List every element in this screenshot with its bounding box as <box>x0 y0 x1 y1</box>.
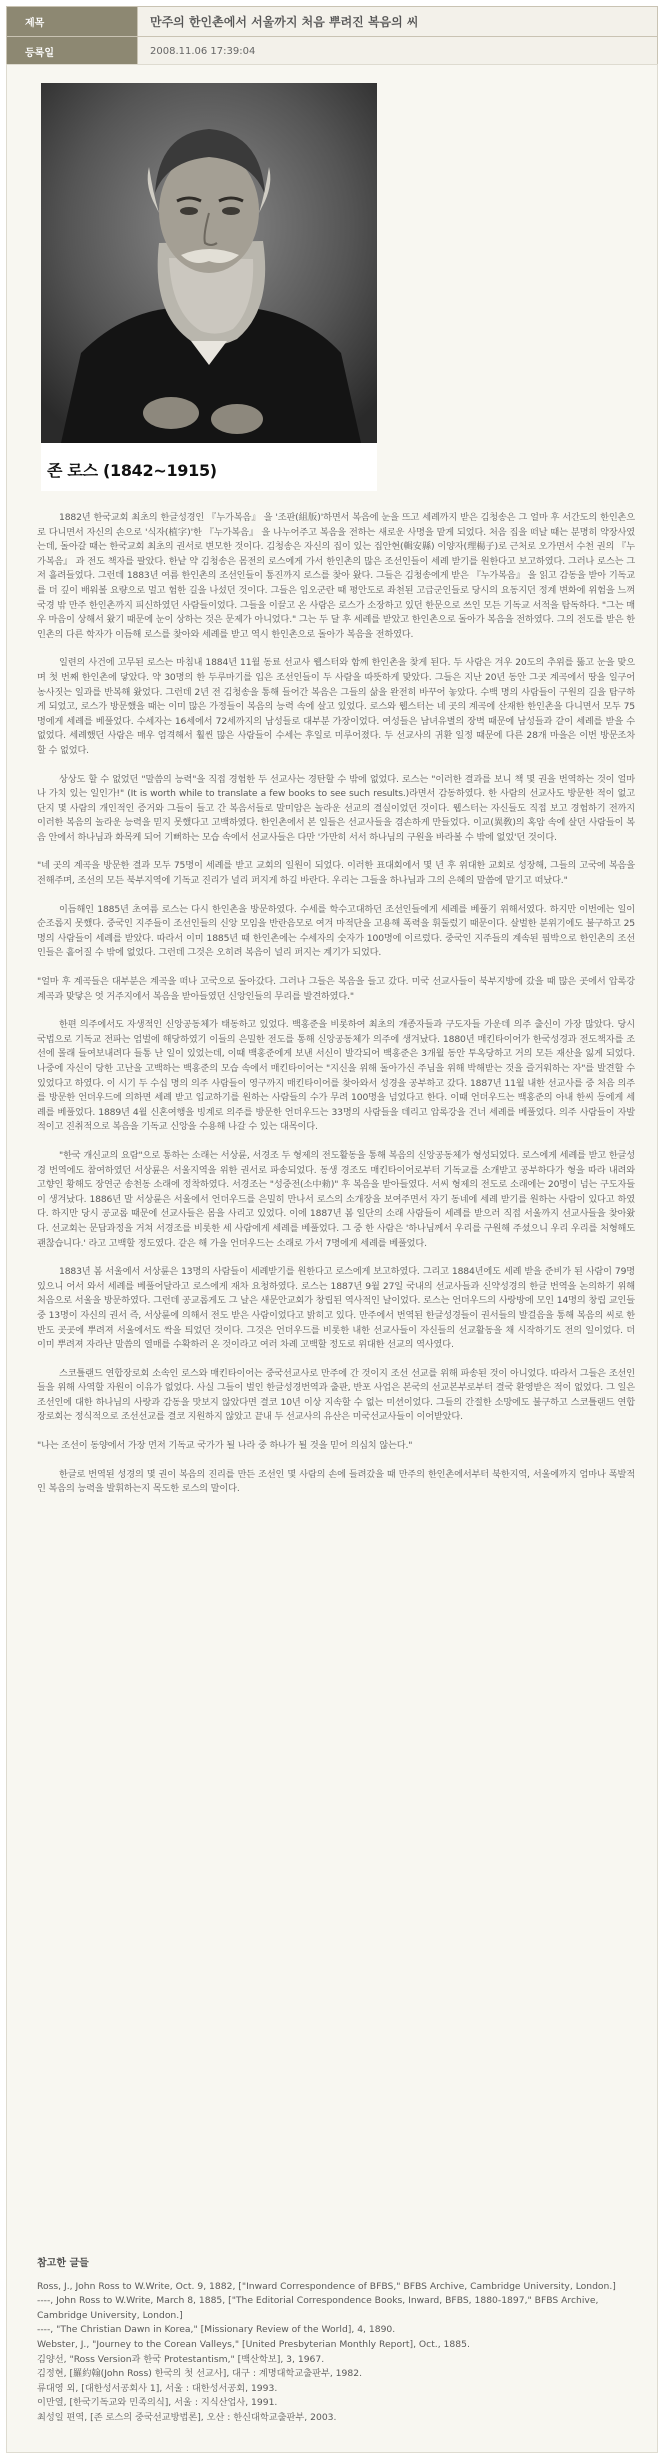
post-title: 만주의 한인촌에서 서울까지 처음 뿌려진 복음의 씨 <box>150 15 419 29</box>
quote-paragraph: "얼마 후 계곡들은 대부분은 계곡을 떠나 고국으로 돌아갔다. 그러나 그들은 복음을 들고 갔다. 미국 선교사들이 북부지방에 갔을 때 많은 곳에서 압록강 계곡과 맞닿은 엇 거주지에서 복음을 받아들였던 신앙인들의 무리를 발견하였다." <box>37 976 635 1002</box>
paragraph: 한글로 번역된 성경의 몇 권이 복음의 진리를 만든 조선인 몇 사람의 손에 들려갔을 때 만주의 한인촌에서부터 북한지역, 서울에까지 엄마나 폭발적인 복음의 능력을 발휘하는지 목도한 로스의 말이다. <box>37 1468 635 1495</box>
portrait-caption: 존 로스 (1842~1915) <box>47 461 217 480</box>
date-label: 등록일 <box>7 37 137 66</box>
portrait-image <box>41 83 377 491</box>
title-cell <box>137 7 657 36</box>
references-list <box>37 2280 635 2426</box>
paragraph: "한국 개신교의 요람"으로 통하는 소래는 서상륜, 서경조 두 형제의 전도활동을 통해 복음의 신앙공동체가 형성되었다. 로스에게 세례를 받고 한글성경 번역에도 참여하였던 서상륜은 서울지역을 위한 권서로 파송되었다. 동생 경조도 매킨타이어로부터 기독교를 소개받고 공부하다가 형을 따라 내려와 고향인 황해도 장연군 송천동 소래에 정착하였다. 서경조는 "성중전(소中勑)" 후 복음을 받아들였다. 서씨 형제의 전도로 소래에는 20명이 넘는 구도자들이 생겨났다. 1886년 말 서상륜은 서울에서 언더우드를 은밀히 만나서 로스의 소개장을 보여주면서 자기 동네에 세례 받기를 원하는 사람이 있다고 하였다. 하지만 당시 공교롭 때문에 선교사들은 몸을 사리고 있었다. 이에 1887년 봄 일단의 소래 사람들이 세례를 받으러 직접 서울까지 선교사들을 찾아왔다. 선교회는 문답과정을 거쳐 서경조를 비롯한 세 사람에게 세례를 베풀었다. 그 중 한 사람은 '하나님께서 우리를 구원해 주셨으니 우리 우리를 처형해도 괜찮습니다.' 라고 고백할 정도였다. 같은 해 가을 언더우드는 소래로 가서 7명에게 세례를 베풀었다. <box>37 1149 635 1249</box>
reference-item: ----, "The Christian Dawn in Korea," [Missionary Review of the World], 4, 1890. <box>37 2324 396 2336</box>
post-date: 2008.11.06 17:39:04 <box>150 46 256 57</box>
date-cell <box>137 37 657 66</box>
reference-item: Webster, J., "Journey to the Corean Valleys," [United Presbyterian Monthly Report], Oct., 1885. <box>37 2338 470 2350</box>
paragraph: 상상도 할 수 없었던 "말씀의 능력"을 직접 경험한 두 선교사는 경탄할 수 밖에 없었다. 로스는 "이러한 결과를 보니 책 몇 권을 번역하는 것이 얼마나 가치 있는 일인가!" (It is worth while to translate a few books to see such results.)라면서 감동하였다. 한 사람의 선교사도 방문한 적이 없고 단지 몇 사람의 개인적인 증거와 그들이 들고 간 복음서들로 말미암은 놀라운 선교의 결실이었던 것이다. 웹스터는 자신들도 직접 보고 경험하기 전까지 이러한 복음의 놀라운 능력을 믿지 못했다고 고백하였다. 한인촌에서 본 일들은 선교사들을 겸손하게 만들었다. 이교(異敎)의 혹암 속에 살던 사람들이 복음 안에서 하나님과 화목케 되어 기뻐하는 모습 속에서 선교사들은 다만 '가만히 서서 하나님의 구원을 바라볼 수 밖에 없었'던 것이다. <box>37 773 635 843</box>
paragraph: 스코틀랜드 연합장로회 소속인 로스와 매킨타이어는 중국선교사로 만주에 간 것이지 조선 선교를 위해 파송된 것이 아니었다. 따라서 그들은 조선인들을 위해 사역할 자원이 이유가 없었다. 사실 그들이 벌인 한글성경번역과 출판, 반포 사업은 본국의 선교본부로부터 결국 환영받은 적이 없었다. 그 일은 조선인에 대한 하나님의 사랑과 감동을 맛보지 않았다면 결코 10년 이상 지속할 수 없는 미션이었다. 그들의 간절한 소망에도 불구하고 스코틀랜드 연합장로회는 정식적으로 조선선교를 결코 지원하지 않았고 끝내 두 선교사의 유산은 미국선교사들이 이어받았다. <box>37 1367 635 1423</box>
reference-item: 류대영 외, [대한성서공회사 1], 서울 : 대한성서공회, 1993. <box>37 2382 278 2394</box>
quote-paragraph: "나는 조선이 동양에서 가장 먼저 기독교 국가가 될 나라 중 하나가 될 것을 믿어 의심치 않는다." <box>37 1440 413 1452</box>
date-row <box>7 37 657 66</box>
title-label: 제목 <box>7 7 137 36</box>
reference-item: Ross, J., John Ross to W.Write, Oct. 9, 1882, ["Inward Correspondence of BFBS," BFBS Archive, Cambridge University, London.] <box>37 2280 616 2292</box>
reference-item: 최성일 편역, [존 로스의 중국선교방법론], 오산 : 한신대학교출판부, 2003. <box>37 2411 337 2423</box>
references-heading: 참고한 글들 <box>37 2258 89 2269</box>
paragraph: 1882년 한국교회 최초의 한글성경인 『누가복음』 을 '조판(組版)'하면서 복음에 눈을 뜨고 세례까지 받은 김청송은 그 얼마 후 서간도의 한인촌으로 다니면서 자신의 손으로 '식자(植字)'한 『누가복음』 을 나누어주고 복음을 전하는 새로운 사명을 맡게 되었다. 처음 집을 떠날 때는 분명히 약장사였는데, 돌아갈 때는 한국교회 최초의 권서로 변모한 것이다. 김청송은 자신의 집이 있는 집안현(輯安縣) 이양자(理楊子)로 근처로 오가면서 수천 권의 『누가복음』 과 전도 책자를 팔았다. 한낱 약 김청송은 몸전의 로스에게 가서 한인촌의 많은 조선인들이 세례 받기를 원한다고 보고하였다. 그러나 로스는 그저 흘려들었다. 그런데 1883년 여름 한인촌의 조선인들이 통진까지 로스를 찾아 왔다. 그들은 김청송에게 받은 『누가복음』 을 읽고 감동을 받아 기독교를 더 깊이 배워볼 요량으로 멀고 험한 길을 나섰던 것이다. 그들은 임오군란 때 평안도로 좌천된 고급군인들로 당시의 요동지던 정계 변화에 위험을 느껴 국경 밖 만주 한인촌까지 피신하였던 사람들이었다. 그들을 이끌고 온 사람은 로스가 소장하고 있던 한문으로 쓰인 모든 기독교 서적을 탐독하다. "그는 매우 마음이 상해서 왔기 때문에 눈이 상하는 것은 문제가 아니었다." 그는 두 달 후 세례를 받았고 한인촌으로 돌아가 복음을 전하였다. 그의 전도를 받은 한인촌의 다른 학자가 이듬해 로스를 찾아와 세례를 받고 역시 한인촌으로 돌아가 복음을 전하였다. <box>37 512 635 640</box>
reference-item: 김양선, "Ross Version과 한국 Protestantism," [백산학보], 3, 1967. <box>37 2353 325 2365</box>
quote-paragraph: "네 곳의 계곡을 방문한 결과 모두 75명이 세례를 받고 교회의 일원이 되었다. 이러한 표대회에서 몇 년 후 위대한 교회로 성장해, 그들의 고국에 복음을 전해주며, 조선의 모든 북부지역에 기독교 진리가 널리 퍼지게 하길 바란다. 우리는 그들을 하나님과 그의 은혜의 말씀에 맡기고 떠났다." <box>37 860 635 887</box>
paragraph: 일련의 사건에 고무된 로스는 마침내 1884년 11월 동료 선교사 웹스터와 함께 한인촌을 찾게 된다. 두 사람은 겨우 20도의 추위를 뚫고 눈을 맞으며 첫 번째 한인촌에 닿았다. 약 30명의 한 두루마기를 입은 조선인들이 두 사람을 따뜻하게 맞았다. 그들은 지난 20년 동안 그곳 계곡에서 땅을 일구어 농사짓는 일과를 반복해 왔었다. 그런데 2년 전 김청송을 통해 들어간 복음은 그들의 삶을 완전히 바꾸어 놓았다. 수백 명의 사람들이 구원의 길을 탐구하게 되었고, 로스가 방문했을 때는 이미 많은 가정들이 복음의 능력 속에 살고 있었다. 로스와 웹스터는 네 곳의 계곡에 산재한 한인촌을 다니면서 모두 75명에게 세례를 베풀었다. 수세자는 16세에서 72세까지의 남성들로 대부분 가장이었다. 여성들은 남녀유별의 장벽 때문에 남성들과 같이 세례를 받을 수 없었다. 세례했던 사람은 매우 엄격해서 훨씬 많은 사람들이 수세는 후일로 미루어졌다. 두 선교사의 귀환 일정 때문에 다른 28개 마을은 이번 방문조차 할 수 없었다. <box>37 657 635 756</box>
paragraph: 이듬해인 1885년 초여름 로스는 다시 한인촌을 방문하였다. 수세를 학수고대하던 조선인들에게 세례를 베풀기 위해서였다. 하지만 이번에는 일이 순조롭지 못했다. 중국인 지주들이 조선인들의 신앙 모임을 반란음모로 여겨 마적단을 고용해 폭력을 휘둘렀기 때문이다. 살벌한 분위기에도 불구하고 25명의 사람들이 세례를 받았다. 따라서 이미 1885년 때 한인촌에는 수세자의 숫자가 100명에 이르렀다. 중국인 지주들의 계속된 핍박으로 한인촌의 조선인들은 흩어질 수 밖에 없었다. 그런데 그것은 오히려 복음이 널리 퍼지는 계기가 되었다. <box>37 903 635 959</box>
reference-item: 김정현, [羅約翰(John Ross) 한국의 첫 선교사], 대구 : 계명대학교출판부, 1982. <box>37 2368 362 2380</box>
article-body <box>37 511 635 1511</box>
paragraph: 한편 의주에서도 자생적인 신앙공동체가 태동하고 있었다. 백홍준을 비롯하여 최초의 개종자들과 구도자들 가운데 의주 출신이 가장 많았다. 당시 국법으로 기독교 전파는 엄벌에 해당하였기 이들의 은밀한 전도를 통해 신앙공동체가 의주에 생겨났다. 1880년 매킨타이어가 한국성경과 전도책자를 조선에 몰래 들여보내려다 들통 난 일이 있었는데, 이때 백홍준에게 보낸 서신이 발각되어 백홍준은 3개월 동안 투옥당하고 거의 모든 재산을 잃게 되었다. 나중에 자신이 당한 고난을 고백하는 백홍준의 모습 속에서 매킨타이어는 "지신을 위해 돌아가신 주님을 위해 박해받는 것을 즐거워하는 자"를 발견할 수 있었다고 하였다. 이 시기 두 수십 명의 의주 사람들이 영구까지 매킨타이어를 찾아와서 성경을 공부하고 갔다. 1887년 11월 내한 선교사를 중 처음 의주를 방문한 언더우드에 의하면 세례 받고 입교하기를 원하는 사람들의 수가 무려 100명을 넘었다고 한다. 이때 언더우드는 백홍준의 아내 한씨 등에게 세례를 베풀었다. 1889년 4월 신혼여행을 빙계로 의주를 방문한 언더우드는 33명의 사람들을 데리고 압록강을 건너 세례를 베풀었다. 의주 사람들이 자발적이고 진취적으로 복음을 기독교 신앙을 수용해 나갈 수 있는 대목이다. <box>37 1019 635 1133</box>
post-content <box>6 64 658 2453</box>
reference-item: 이만열, [한국기독교와 민족의식], 서울 : 지식산업사, 1991. <box>37 2397 278 2409</box>
paragraph: 1883년 봄 서울에서 서상륜은 13명의 사람들이 세례받기를 원한다고 로스에게 보고하였다. 그리고 1884년에도 세례 받을 준비가 된 사람이 79명 있으니 어서 와서 세례를 베풀어달라고 로스에게 재차 요청하였다. 로스는 1887년 9월 27일 국내의 선교사들과 신약성경의 한글 번역을 논의하기 위해 처음으로 서울을 방문하였다. 그런데 공교롭게도 그 날은 새문안교회가 창립된 역사적인 날이었다. 로스는 언더우드의 사랑방에 모인 14명의 창립 교인들 중 13명이 자신의 권서 즉, 서상륜에 의해서 전도 받은 사람이었다고 밝히고 있다. 만주에서 번역된 한글성경들이 권서들의 발걸음을 통해 복음의 씨로 한반도 곳곳에 뿌려져 서울에서도 싹을 틔었던 것이다. 그것은 언더우드를 비롯한 내한 선교사들이 자신들의 선교활동을 채 시작하기도 전의 일이었다. 더 이미 뿌려져 자라난 말씀의 열매를 수확하러 온 것이라고 여러 차례 고백할 정도로 위대한 선교의 역사였다. <box>37 1266 635 1351</box>
portrait-photo <box>41 83 377 491</box>
references-section <box>37 2257 635 2426</box>
post-meta-table <box>6 6 658 67</box>
reference-item: ----, John Ross to W.Write, March 8, 1885, ["The Editorial Correspondence Books, Inward, BFBS, 1880-1897," BFBS Archive, Cambridge University, London.] <box>37 2295 599 2321</box>
title-row <box>7 7 657 37</box>
